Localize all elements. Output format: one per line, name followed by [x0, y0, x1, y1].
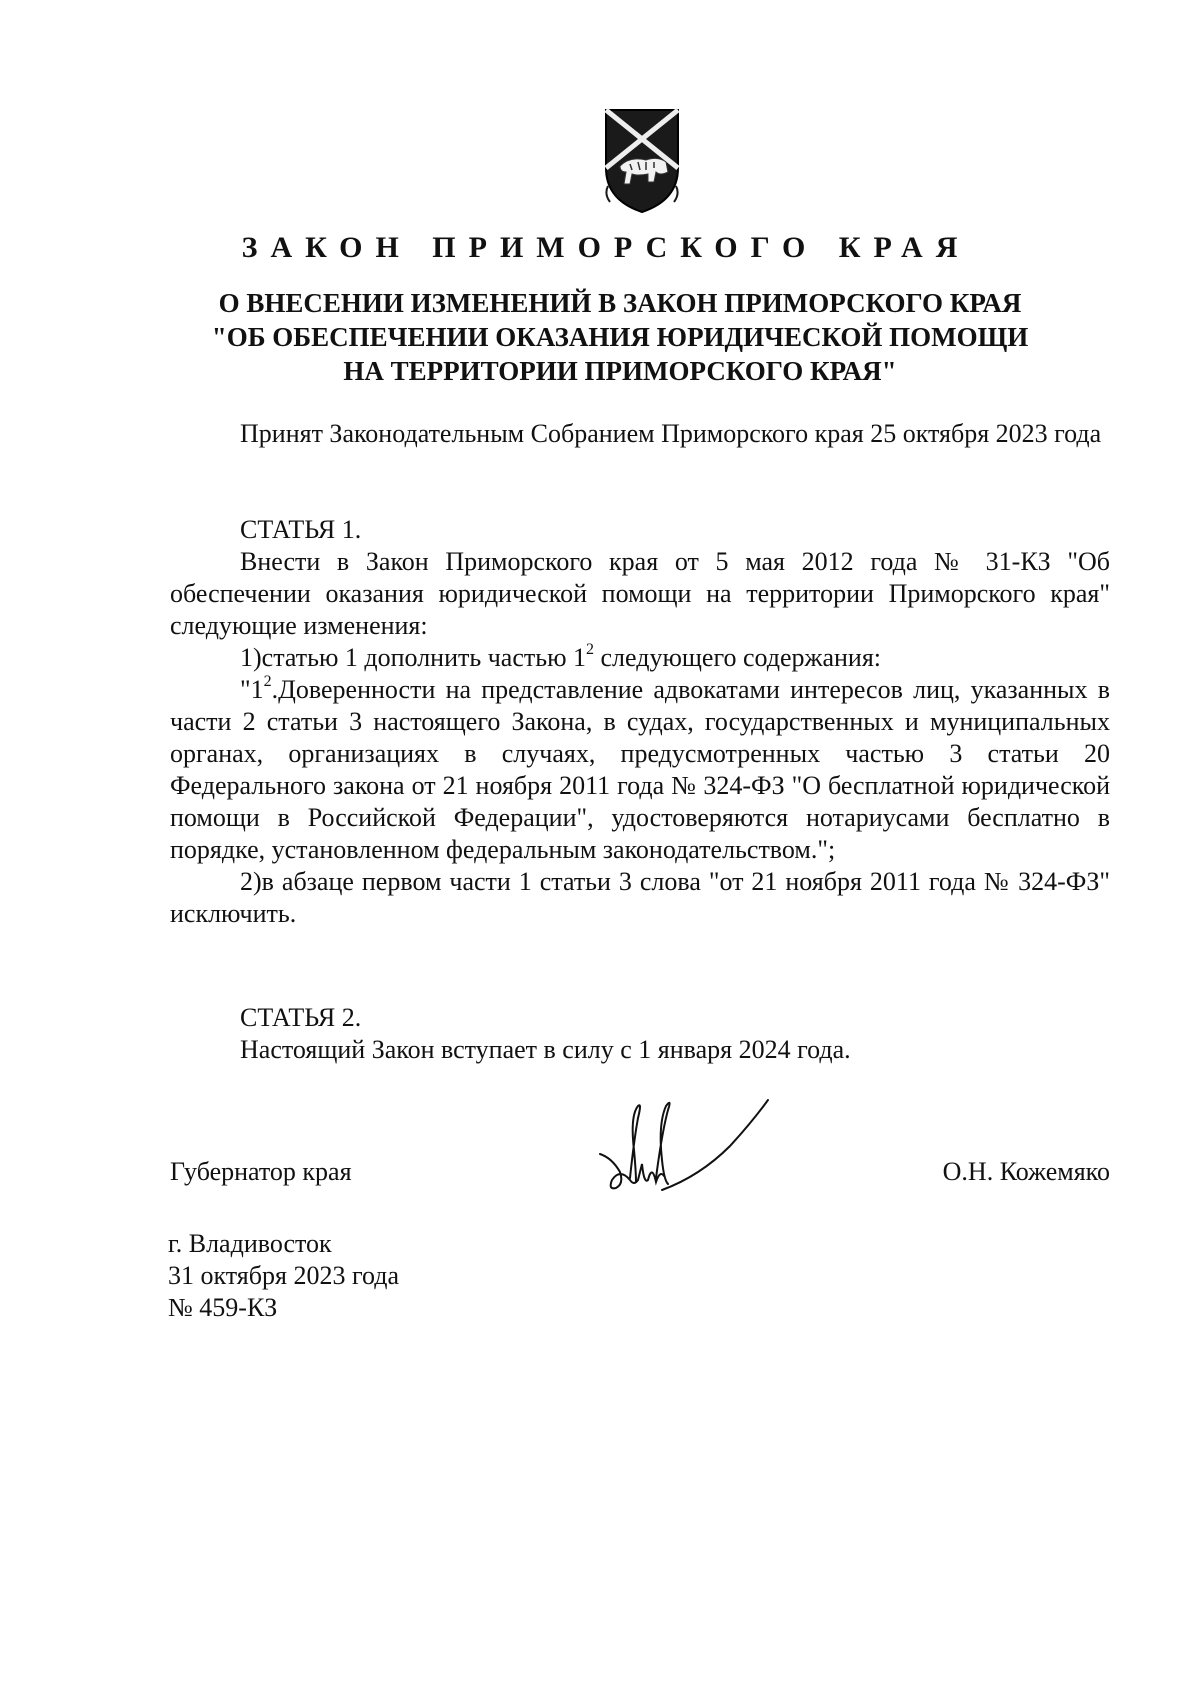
quote-text: .Доверенности на представление адвокатами интересов лиц, указанных в части 2 статьи 3 настоящего Закона, в судах, государственных и муниципальных органах, организациях в случаях, предусмотренных частью 3 статьи 20 Федерального закона от 21 ноября 2011 года № 324-ФЗ "О бесплатной юридической помощи в Российской Федерации", удостоверяются нотариусами бесплатно в порядке, установленном федеральным законодательством."; [170, 675, 1110, 864]
article-1-item-2: 2)в абзаце первом части 1 статьи 3 слова "от 21 ноября 2011 года № 324-ФЗ" исключить. [170, 867, 1110, 928]
article-1 [170, 514, 1110, 930]
date: 31 октября 2023 года [168, 1261, 399, 1290]
handwritten-signature [590, 1080, 790, 1220]
primorsky-krai-coat-of-arms-icon [600, 106, 684, 216]
article-1-quoted-part [170, 674, 1110, 866]
item-1-superscript: 2 [586, 641, 595, 659]
item-1-text: 1)статью 1 дополнить частью 1 [240, 643, 587, 672]
article-2-text: Настоящий Закон вступает в силу с 1 января 2024 года. [240, 1035, 851, 1064]
subtitle-line: "ОБ ОБЕСПЕЧЕНИИ ОКАЗАНИЯ ЮРИДИЧЕСКОЙ ПОМОЩИ [211, 322, 1029, 352]
signatory-name: О.Н. Кожемяко [942, 1157, 1110, 1186]
article-2 [170, 1002, 1110, 1066]
place-date-number [168, 1228, 399, 1324]
quote-superscript: 2 [263, 673, 272, 691]
signatory-position: Губернатор края [170, 1157, 352, 1186]
place: г. Владивосток [168, 1229, 332, 1258]
law-subtitle [150, 286, 1090, 388]
quote-open: "1 [240, 675, 264, 704]
article-1-item-1 [170, 642, 1110, 674]
law-number: № 459-КЗ [168, 1293, 278, 1322]
article-1-intro: Внести в Закон Приморского края от 5 мая 2012 года № 31-КЗ "Об обеспечении оказания юридической помощи на территории Приморского края" следующие изменения: [170, 547, 1110, 640]
adoption-note-block [170, 418, 1110, 450]
article-1-heading: СТАТЬЯ 1. [240, 515, 362, 544]
article-2-heading: СТАТЬЯ 2. [240, 1003, 362, 1032]
subtitle-line: НА ТЕРРИТОРИИ ПРИМОРСКОГО КРАЯ" [343, 356, 897, 386]
law-title: ЗАКОН ПРИМОРСКОГО КРАЯ [241, 231, 971, 264]
subtitle-line: О ВНЕСЕНИИ ИЗМЕНЕНИЙ В ЗАКОН ПРИМОРСКОГО КРАЯ [218, 288, 1022, 318]
item-1-text-end: следующего содержания: [594, 643, 882, 672]
adoption-note: Принят Законодательным Собранием Приморского края 25 октября 2023 года [240, 419, 1102, 448]
